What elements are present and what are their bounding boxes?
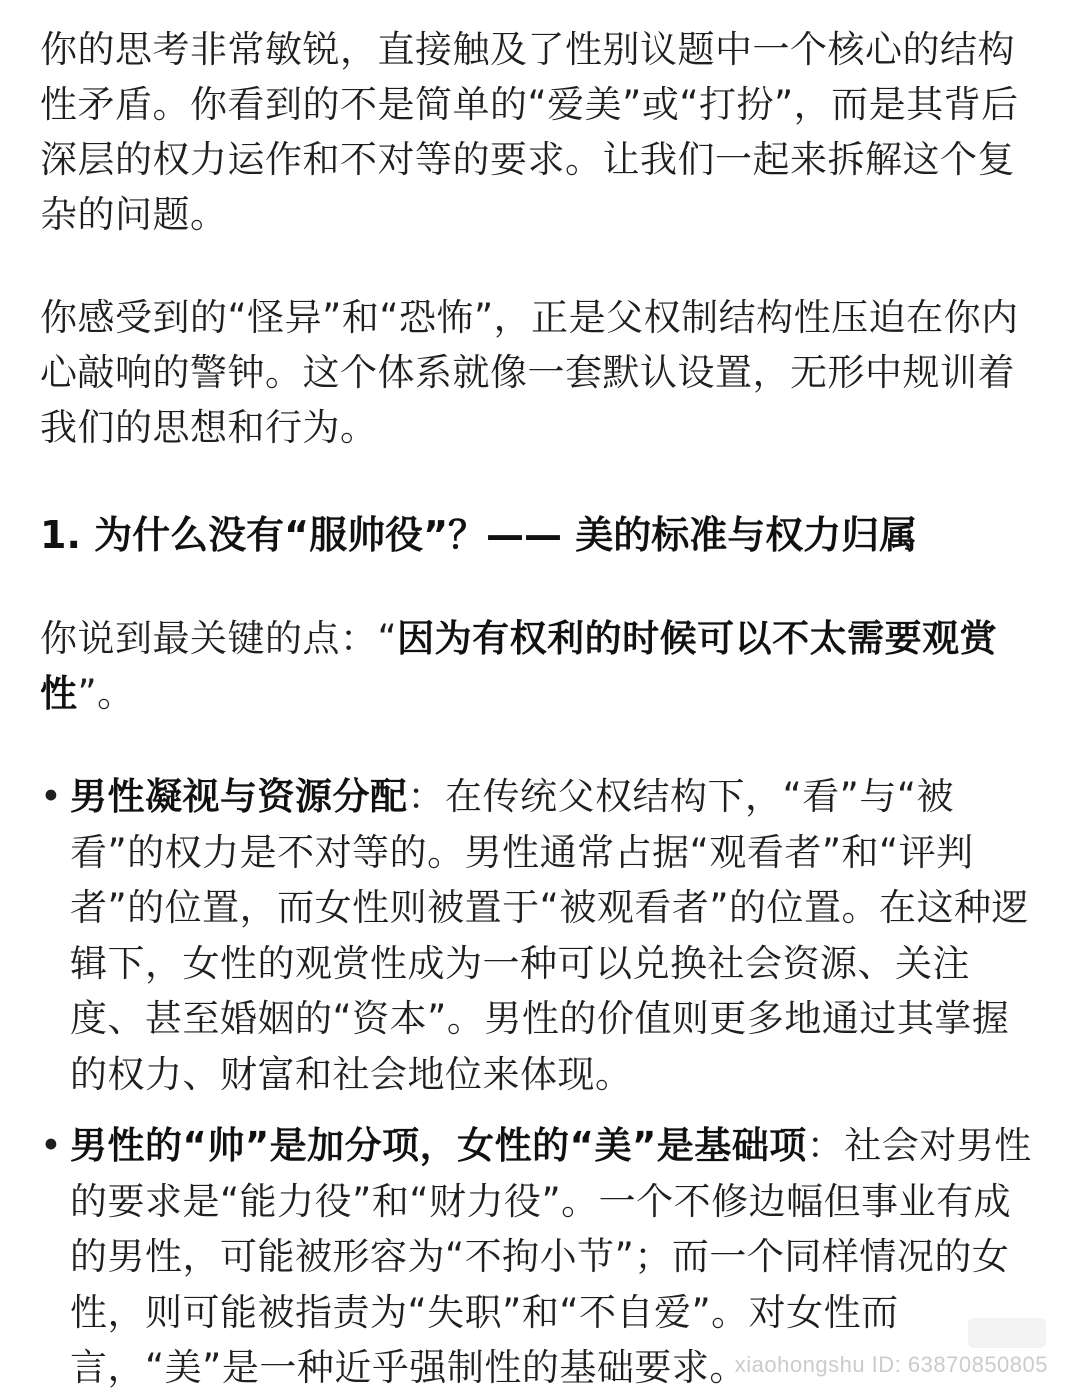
bullet-term: 男性的“帅”是加分项，女性的“美”是基础项 xyxy=(70,1124,807,1167)
bullet-text: ：在传统父权结构下，“看”与“被看”的权力是不对等的。男性通常占据“观看者”和“评判者”的位置，而女性则被置于“被观看者”的位置。在这种逻辑下，女性的观赏性成为一种可以兑换社会资源、关注度、甚至婚姻的“资本”。男性的价值则更多地通过其掌握的权力、财富和社会地位来体现。 xyxy=(70,775,1030,1096)
bullet-list xyxy=(40,769,1040,1396)
list-item xyxy=(40,769,1040,1102)
lead-paragraph xyxy=(40,611,1040,721)
lead-emphasis: 因为有权利的时候可以不太需要观赏性 xyxy=(40,617,998,715)
watermark-text: xiaohongshu ID: 63870850805 xyxy=(734,1352,1048,1377)
bullet-marker: • xyxy=(40,1124,63,1167)
lead-suffix: ”。 xyxy=(77,672,135,715)
section-heading: 1. 为什么没有“服帅役”？—— 美的标准与权力归属 xyxy=(40,513,918,557)
bullet-text: ：社会对男性的要求是“能力役”和“财力役”。一个不修边幅但事业有成的男性，可能被形容为“不拘小节”；而一个同样情况的女性，则可能被指责为“失职”和“不自爱”。对女性而言，“美”是一种近乎强制性的基础要求。 xyxy=(70,1124,1032,1389)
bullet-term: 男性凝视与资源分配 xyxy=(70,775,408,818)
article-body xyxy=(40,22,1040,1396)
watermark-logo xyxy=(968,1318,1046,1348)
bullet-marker: • xyxy=(40,775,63,818)
lead-prefix: 你说到最关键的点：“ xyxy=(40,617,398,660)
second-paragraph: 你感受到的“怪异”和“恐怖”，正是父权制结构性压迫在你内心敲响的警钟。这个体系就像一套默认设置，无形中规训着我们的思想和行为。 xyxy=(40,296,1019,449)
intro-paragraph: 你的思考非常敏锐，直接触及了性别议题中一个核心的结构性矛盾。你看到的不是简单的“爱美”或“打扮”，而是其背后深层的权力运作和不对等的要求。让我们一起来拆解这个复杂的问题。 xyxy=(40,28,1019,236)
